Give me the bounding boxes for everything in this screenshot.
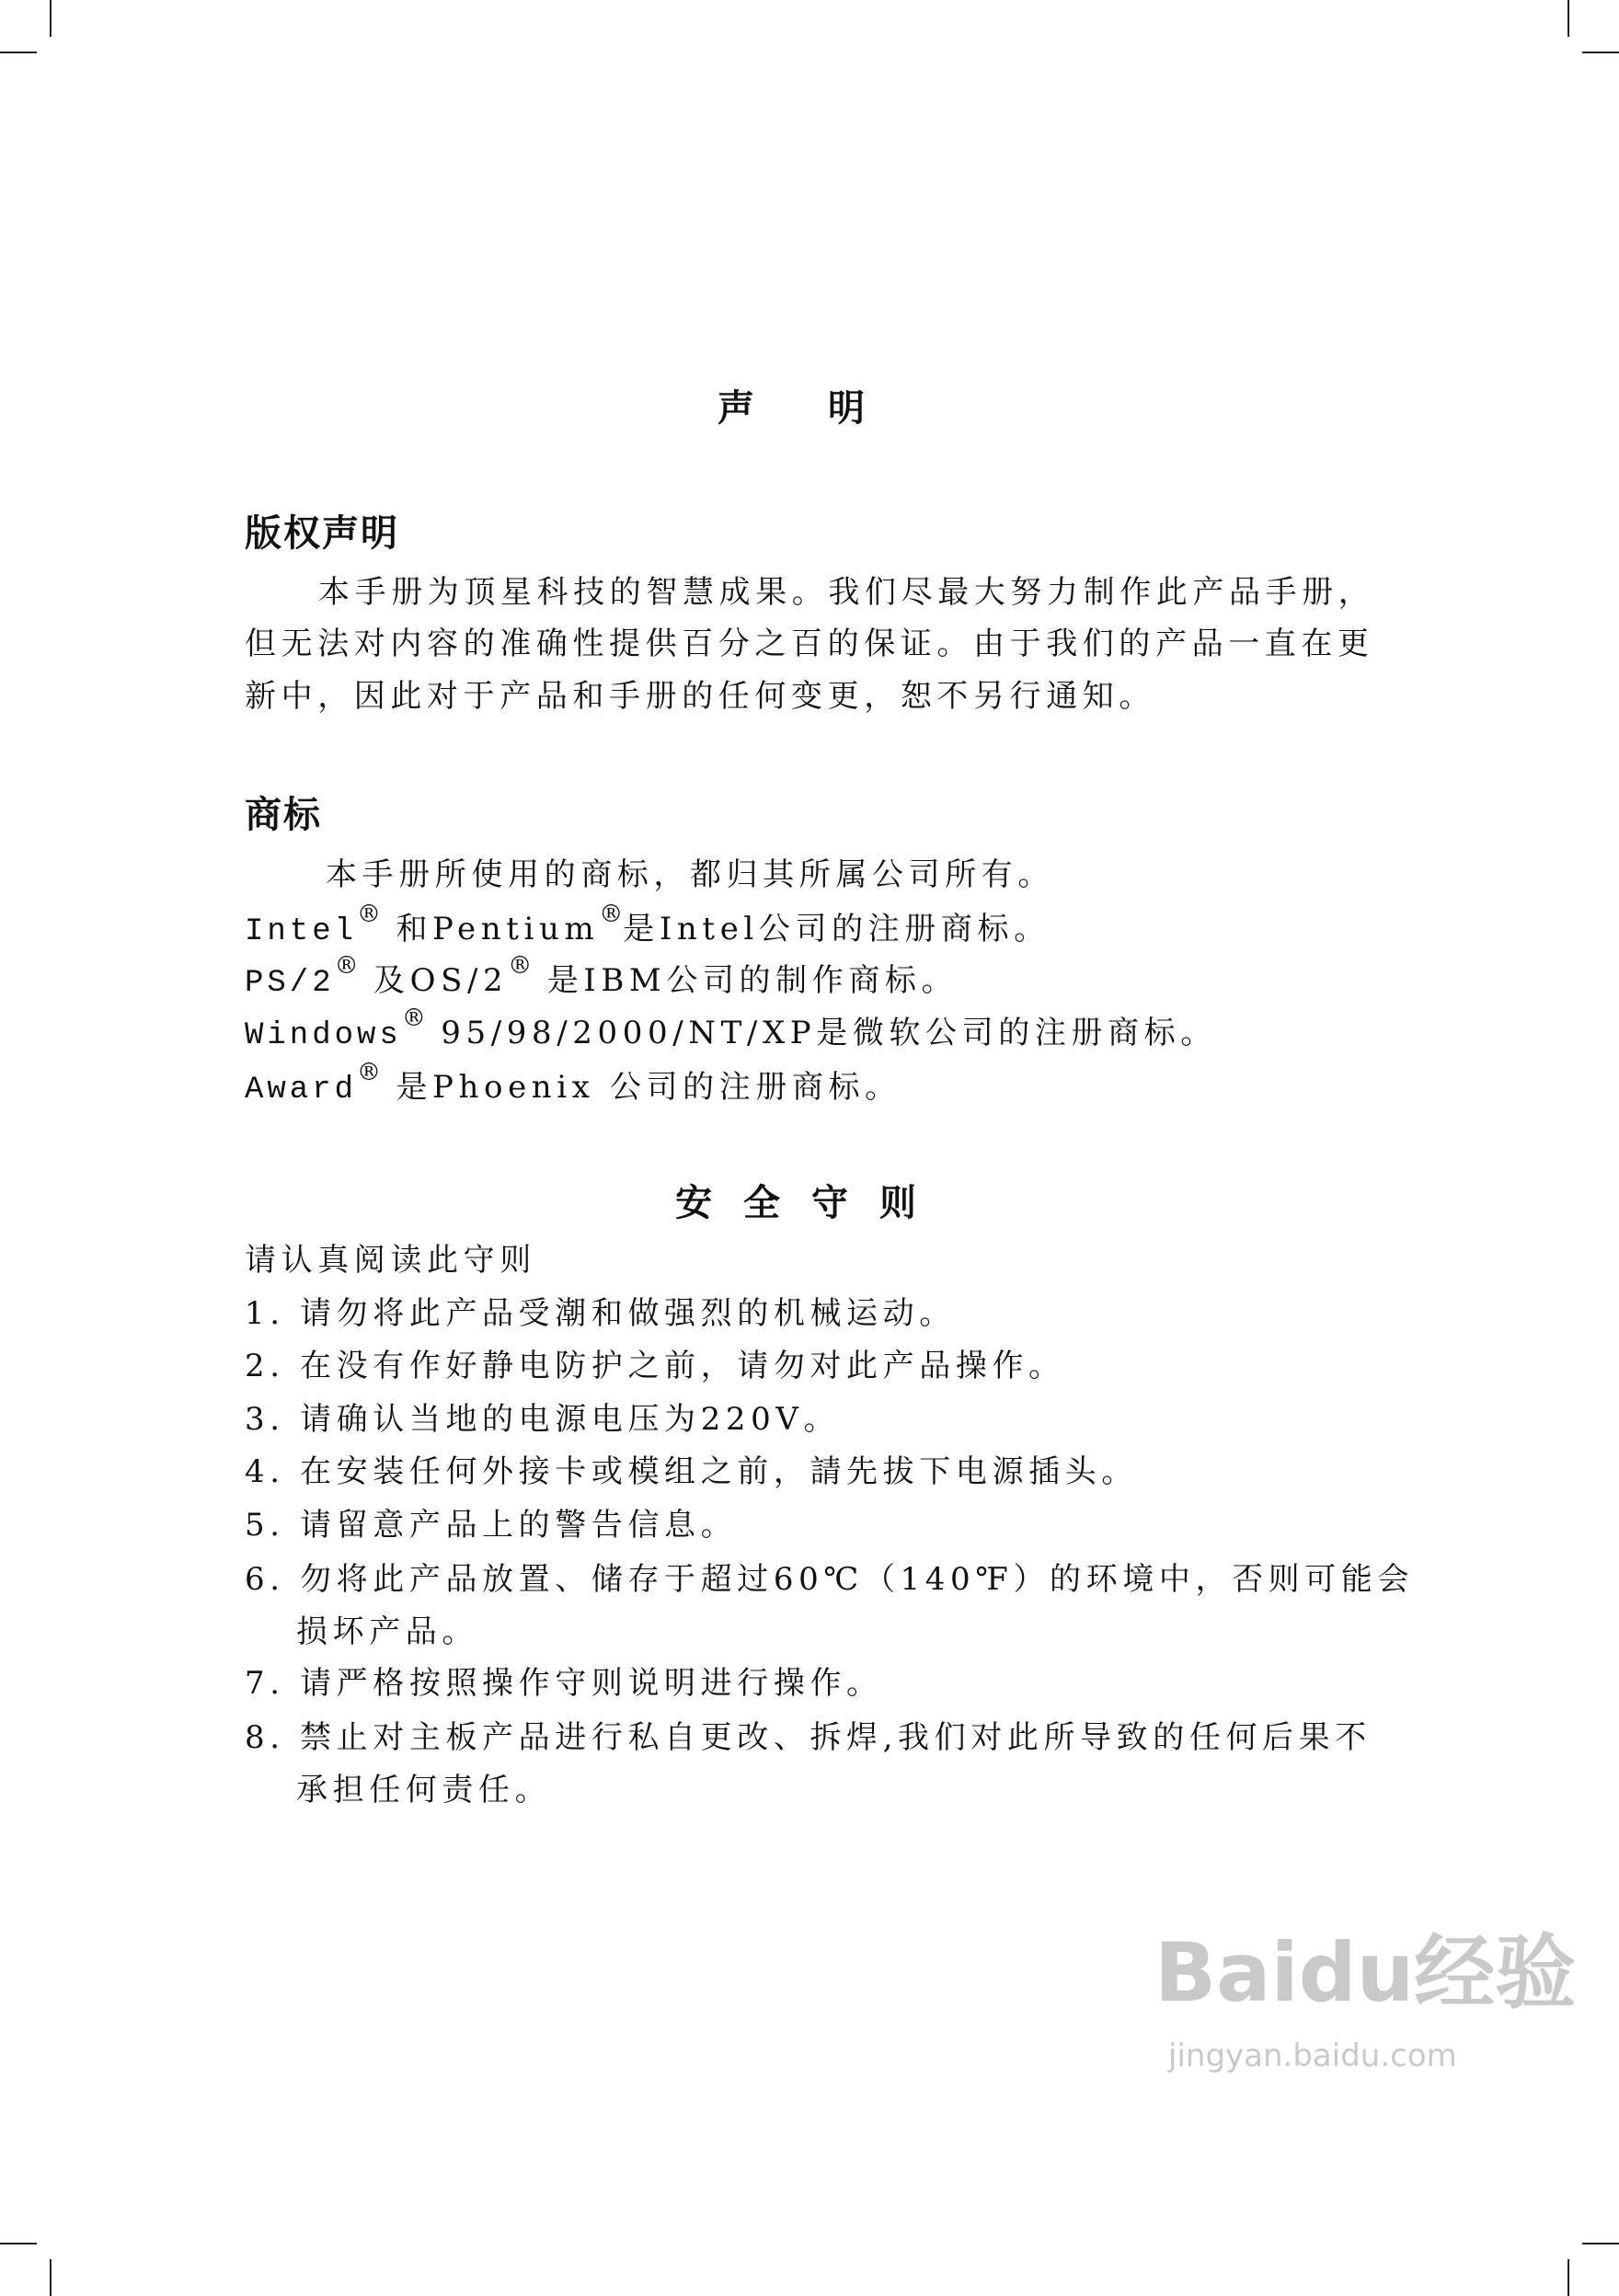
tm-text: 是Phoenix 公司的注册商标。 bbox=[381, 1069, 901, 1106]
safety-item: 1. 请勿将此产品受潮和做强烈的机械运动。 bbox=[245, 1295, 956, 1332]
safety-item: 2. 在没有作好静电防护之前，请勿对此产品操作。 bbox=[245, 1348, 1065, 1384]
crop-mark bbox=[1582, 52, 1619, 53]
crop-mark bbox=[1567, 2259, 1569, 2296]
tm-text: PS/2 bbox=[245, 966, 335, 1001]
trademark-windows bbox=[245, 1004, 1217, 1053]
copyright-line: 新中，因此对于产品和手册的任何变更，恕不另行通知。 bbox=[245, 678, 1155, 715]
page-title: 声 明 bbox=[718, 386, 883, 430]
registered-mark: ® bbox=[599, 901, 624, 928]
copyright-heading: 版权声明 bbox=[245, 511, 399, 555]
safety-item: 3. 请确认当地的电源电压为220V。 bbox=[245, 1401, 841, 1438]
trademark-ps2 bbox=[245, 952, 959, 1001]
crop-mark bbox=[50, 0, 52, 37]
trademark-award bbox=[245, 1059, 901, 1108]
tm-text: Award bbox=[245, 1073, 358, 1108]
registered-mark: ® bbox=[357, 901, 382, 928]
tm-text: Windows bbox=[245, 1018, 402, 1053]
baidu-watermark-logo: Baidu经验 bbox=[1154, 1925, 1577, 2020]
tm-text: 和Pentium bbox=[381, 911, 600, 947]
safety-item: 6. 勿将此产品放置、储存于超过60℃（140℉）的环境中，否则可能会 bbox=[245, 1561, 1415, 1598]
safety-intro: 请认真阅读此守则 bbox=[245, 1242, 536, 1279]
crop-mark bbox=[0, 2243, 37, 2244]
crop-mark bbox=[1582, 2243, 1619, 2244]
baidu-watermark-url: jingyan.baidu.com bbox=[1168, 2038, 1457, 2074]
registered-mark: ® bbox=[357, 1059, 382, 1086]
safety-item: 8. 禁止对主板产品进行私自更改、拆焊,我们对此所导致的任何后果不 bbox=[245, 1719, 1372, 1756]
tm-text: 及OS/2 bbox=[358, 962, 509, 999]
safety-heading: 安 全 守 则 bbox=[675, 1181, 925, 1224]
tm-text: 95/98/2000/NT/XP是微软公司的注册商标。 bbox=[425, 1015, 1217, 1051]
crop-mark bbox=[0, 52, 37, 53]
crop-mark bbox=[50, 2259, 52, 2296]
safety-item-continuation: 损坏产品。 bbox=[296, 1613, 478, 1650]
crop-mark bbox=[1567, 0, 1569, 37]
safety-item: 7. 请严格按照操作守则说明进行操作。 bbox=[245, 1665, 883, 1702]
registered-mark: ® bbox=[401, 1004, 426, 1032]
copyright-line: 但无法对内容的准确性提供百分之百的保证。由于我们的产品一直在更 bbox=[245, 626, 1374, 662]
trademark-intel bbox=[245, 901, 1051, 949]
tm-text: Intel bbox=[245, 914, 358, 949]
safety-item: 4. 在安装任何外接卡或模组之前，請先拔下电源插头。 bbox=[245, 1453, 1138, 1490]
registered-mark: ® bbox=[508, 952, 533, 980]
tm-text: 是IBM公司的制作商标。 bbox=[532, 962, 959, 999]
trademark-heading: 商标 bbox=[245, 793, 322, 836]
safety-item-continuation: 承担任何责任。 bbox=[296, 1772, 552, 1808]
trademark-intro: 本手册所使用的商标，都归其所属公司所有。 bbox=[326, 856, 1054, 893]
tm-text: 是Intel公司的注册商标。 bbox=[623, 911, 1051, 947]
copyright-line: 本手册为顶星科技的智慧成果。我们尽最大努力制作此产品手册， bbox=[318, 574, 1375, 611]
safety-item: 5. 请留意产品上的警告信息。 bbox=[245, 1507, 738, 1544]
registered-mark: ® bbox=[334, 952, 359, 980]
